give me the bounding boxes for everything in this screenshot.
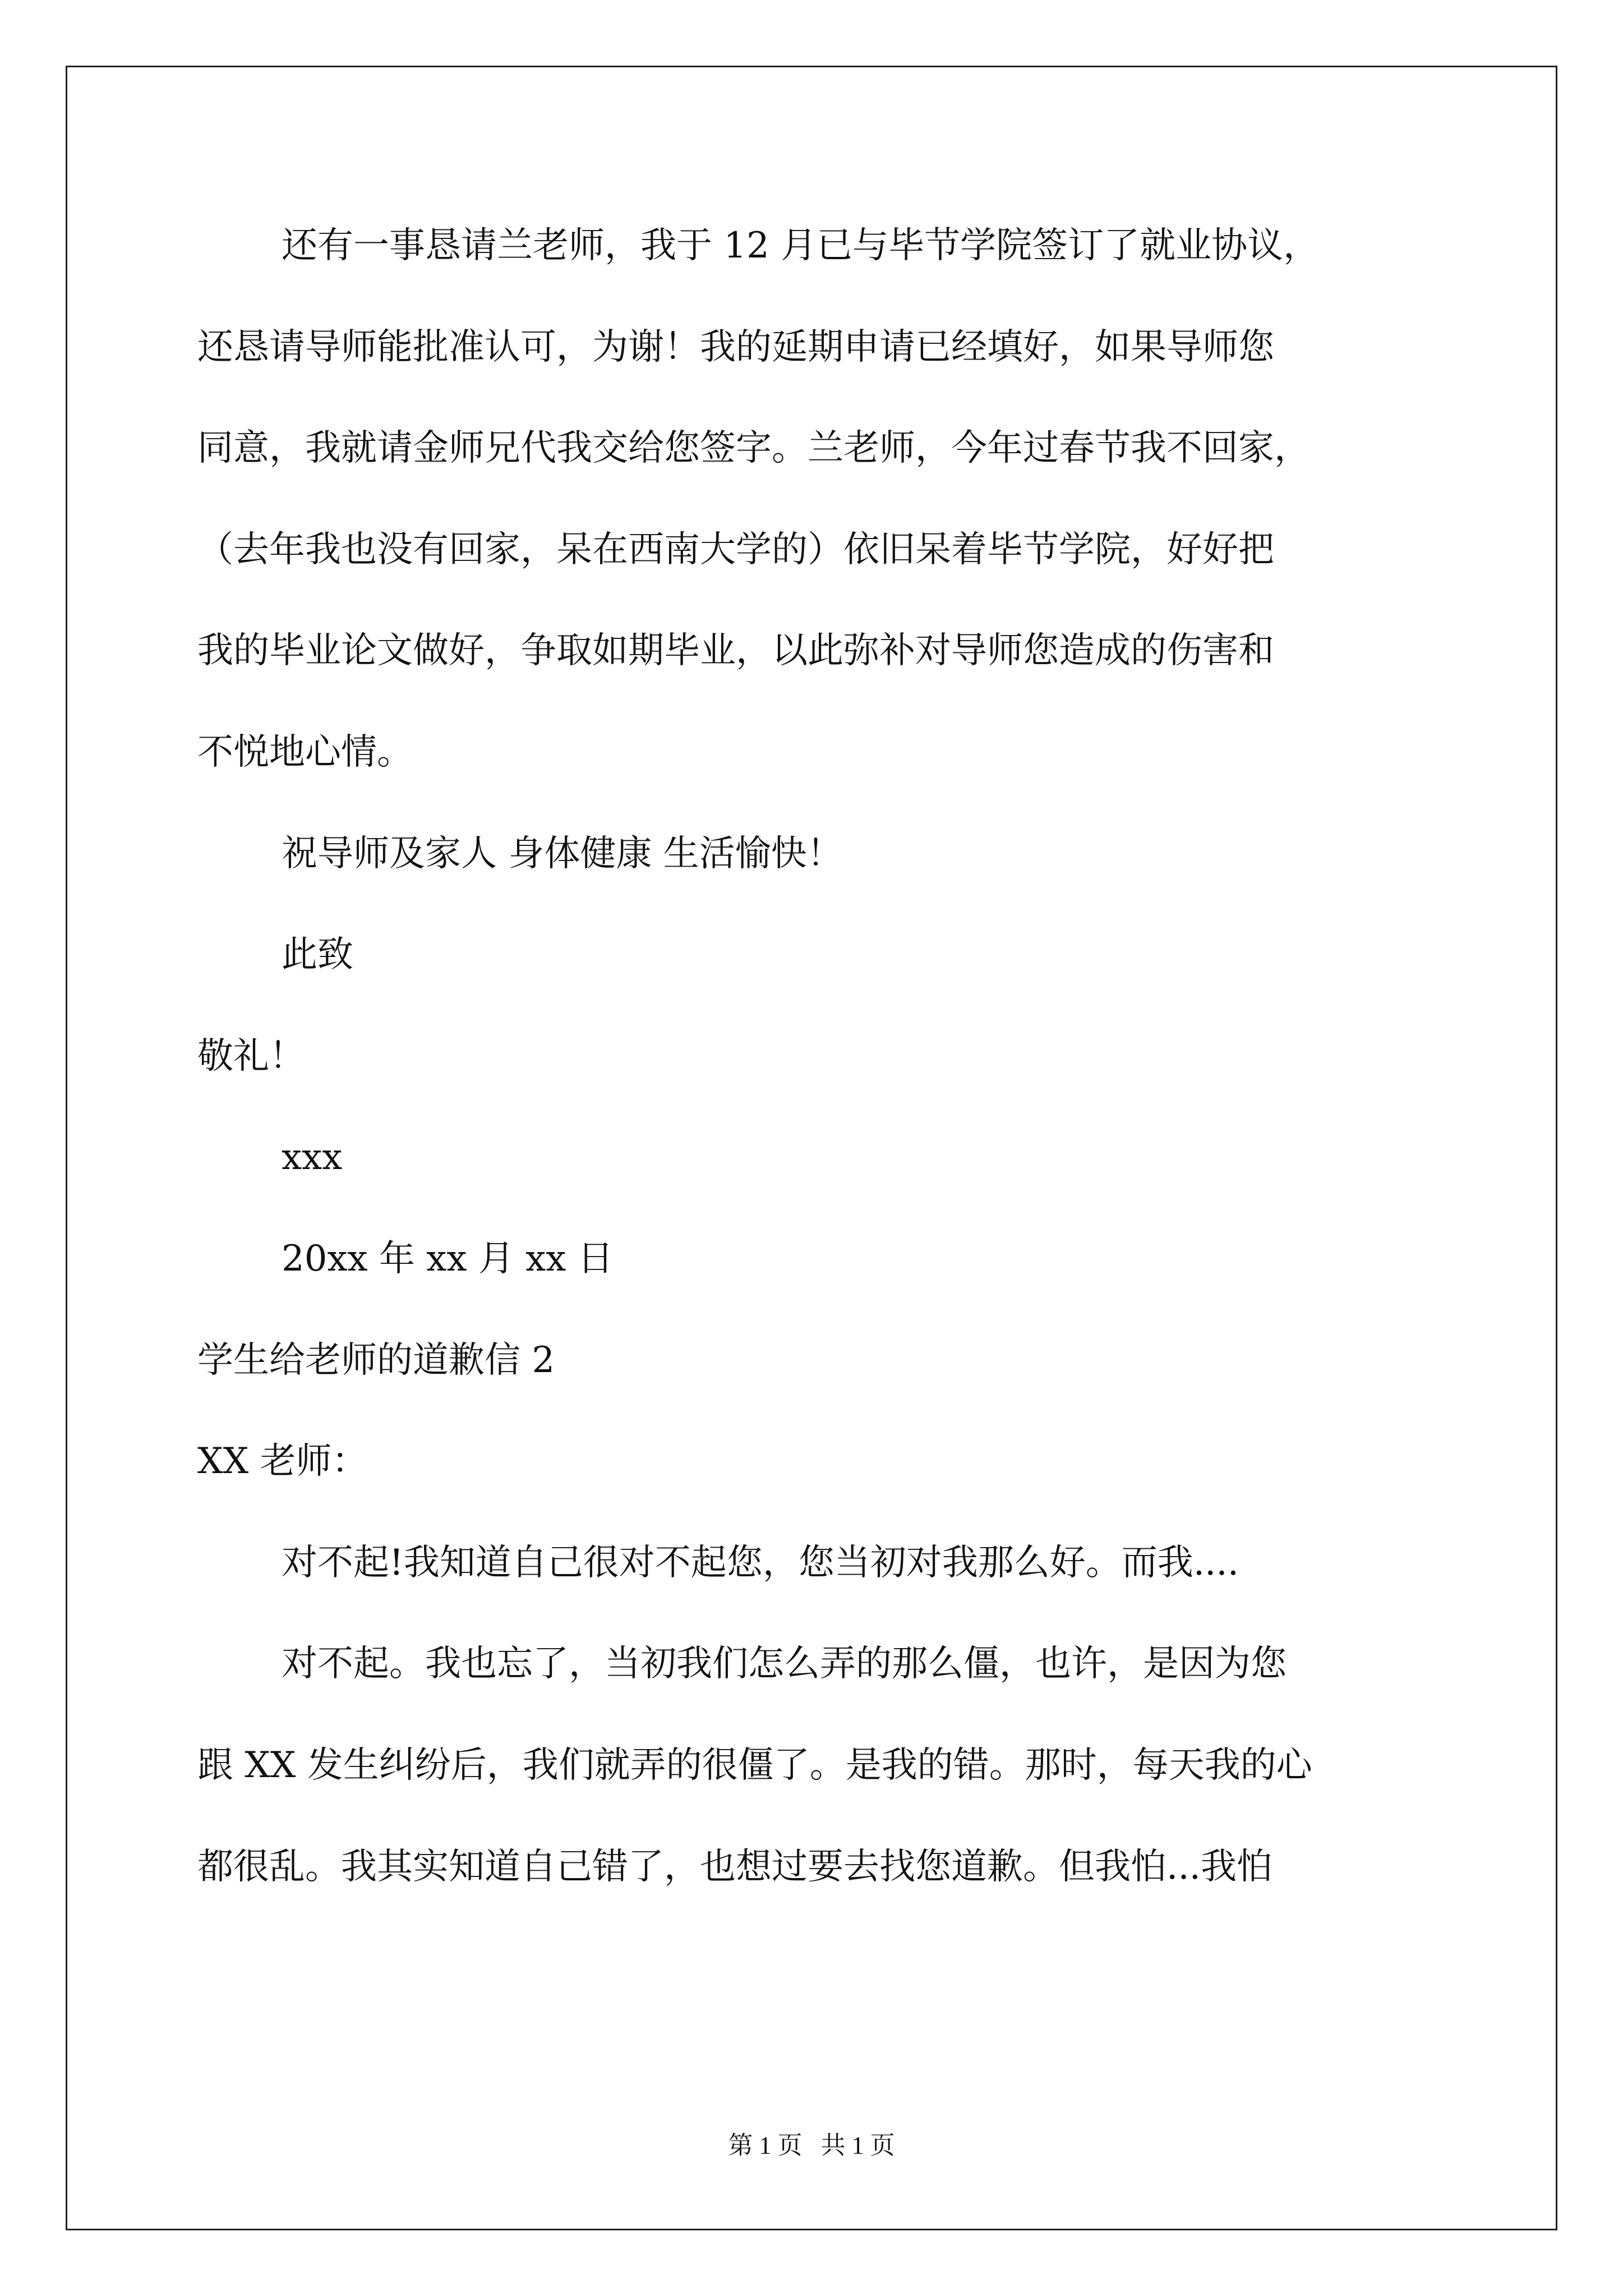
closing-salutation: 敬礼！	[197, 1036, 305, 1077]
section-title: 学生给老师的道歉信 2	[197, 1340, 555, 1381]
text-line: 同意，我就请金师兄代我交给您签字。兰老师，今年过春节我不回家，	[197, 427, 1310, 469]
text-line: 还恳请导师能批准认可，为谢！我的延期申请已经填好，如果导师您	[197, 326, 1274, 368]
text-line: 对不起。我也忘了，当初我们怎么弄的那么僵，也许，是因为您	[282, 1643, 1287, 1685]
text-line: 跟 XX 发生纠纷后，我们就弄的很僵了。是我的错。那时，每天我的心	[197, 1745, 1312, 1786]
text-line: 不悦地心情。	[197, 731, 413, 773]
text-line: 还有一事恳请兰老师，我于 12 月已与毕节学院签订了就业协议，	[282, 225, 1320, 266]
text-line: 都很乱。我其实知道自己错了，也想过要去找您道歉。但我怕...我怕	[197, 1846, 1273, 1888]
signature: xxx	[282, 1137, 343, 1178]
date-line: 20xx 年 xx 月 xx 日	[282, 1238, 614, 1280]
text-line: （去年我也没有回家，呆在西南大学的）依旧呆着毕节学院，好好把	[197, 529, 1274, 570]
text-line: 我的毕业论文做好，争取如期毕业，以此弥补对导师您造成的伤害和	[197, 630, 1274, 671]
text-line: 祝导师及家人 身体健康 生活愉快！	[282, 833, 843, 875]
text-line: 对不起!我知道自己很对不起您，您当初对我那么好。而我....	[282, 1542, 1239, 1584]
page-footer: 第 1 页 共 1 页	[728, 2132, 895, 2159]
text-line: 此致	[282, 934, 353, 976]
greeting: XX 老师：	[197, 1441, 368, 1482]
